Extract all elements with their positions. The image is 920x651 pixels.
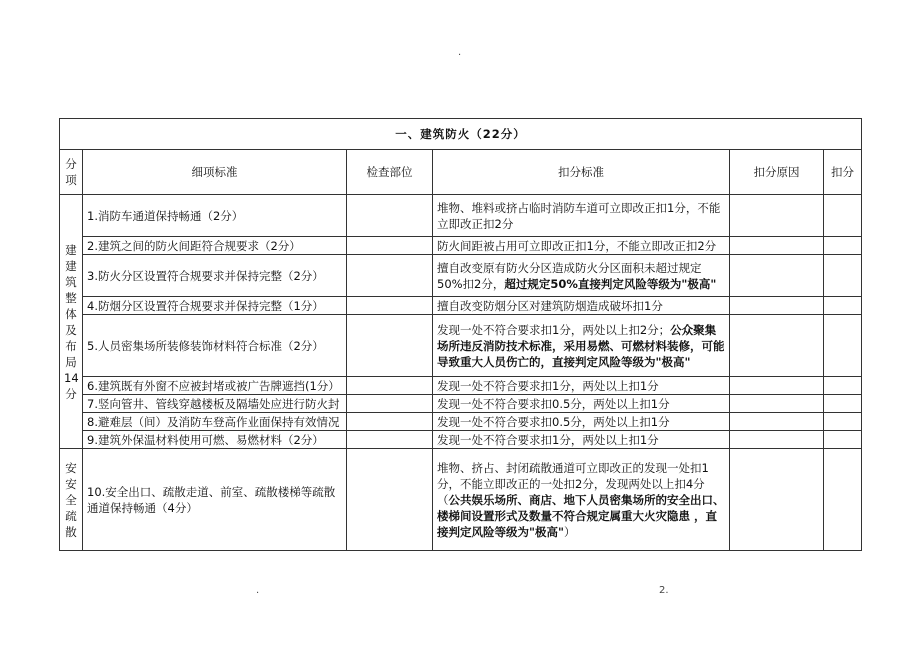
deduction-cell (824, 431, 862, 449)
deduction-cell (824, 413, 862, 431)
header-detail: 细项标准 (83, 150, 347, 195)
reason-cell (730, 413, 824, 431)
standard-cell: 防火间距被占用可立即改正扣1分，不能立即改正扣2分 (433, 237, 730, 255)
location-cell (347, 395, 433, 413)
reason-cell (730, 431, 824, 449)
location-cell (347, 315, 433, 377)
table-row-item: 3.防火分区设置符合规要求并保持完整（2分） (83, 255, 347, 297)
standard-cell: 发现一处不符合要求扣0.5分，两处以上扣1分 (433, 395, 730, 413)
standard-cell: 发现一处不符合要求扣0.5分，两处以上扣1分 (433, 413, 730, 431)
table-row-item: 2.建筑之间的防火间距符合规要求（2分） (83, 237, 347, 255)
standard-cell: 发现一处不符合要求扣1分，两处以上扣1分 (433, 431, 730, 449)
table-row-item: 7.竖向管井、管线穿越楼板及隔墙处应进行防火封 (83, 395, 347, 413)
deduction-cell (824, 315, 862, 377)
deduction-cell (824, 195, 862, 237)
reason-cell (730, 395, 824, 413)
top-dot-mark: . (458, 47, 462, 58)
standard-cell: 发现一处不符合要求扣1分，两处以上扣1分 (433, 377, 730, 395)
table-row-item: 9.建筑外保温材料使用可燃、易燃材料（2分） (83, 431, 347, 449)
table-row-item: 5.人员密集场所装修装饰材料符合标准（2分） (83, 315, 347, 377)
deduction-cell (824, 449, 862, 551)
location-cell (347, 431, 433, 449)
header-reason: 扣分原因 (730, 150, 824, 195)
table-row-item: 10.安全出口、疏散走道、前室、疏散楼梯等疏散通道保持畅通（4分） (83, 449, 347, 551)
standard-cell: 堆物、堆料或挤占临时消防车道可立即改正扣1分，不能立即改正扣2分 (433, 195, 730, 237)
reason-cell (730, 297, 824, 315)
fire-inspection-table (59, 118, 862, 551)
location-cell (347, 449, 433, 551)
deduction-cell (824, 377, 862, 395)
table-row-item: 8.避难层（间）及消防车登高作业面保持有效情况 (83, 413, 347, 431)
standard-cell: 堆物、挤占、封闭疏散通道可立即改正的发现一处扣1分，不能立即改正的一处扣2分，发现两处以上扣4分（公共娱乐场所、商店、地下人员密集场所的安全出口、楼梯间设置形式及数量不符合规定属重大火灾隐患 ，直接判定风险等级为"极高"） (433, 449, 730, 551)
header-standard: 扣分标准 (433, 150, 730, 195)
risk-note: 公众聚集场所违反消防技术标准，采用易燃、可燃材料装修，可能导致重大人员伤亡的，直接判定风险等级为"极高" (437, 322, 725, 369)
header-category: 分项 (60, 150, 83, 195)
deduction-cell (824, 395, 862, 413)
risk-note: 超过规定50%直接判定风险等级为"极高" (504, 276, 717, 291)
location-cell (347, 195, 433, 237)
header-location: 检查部位 (347, 150, 433, 195)
location-cell (347, 377, 433, 395)
table-title: 一、建筑防火（22分） (60, 119, 862, 150)
reason-cell (730, 195, 824, 237)
location-cell (347, 255, 433, 297)
bottom-dot-mark: . (256, 585, 260, 596)
reason-cell (730, 237, 824, 255)
table-row-item: 4.防烟分区设置符合规要求并保持完整（1分） (83, 297, 347, 315)
table-row-item: 6.建筑既有外窗不应被封堵或被广告牌遮挡(1分） (83, 377, 347, 395)
category-building-layout: 建建筑整体及布局14分 (60, 195, 83, 449)
reason-cell (730, 449, 824, 551)
standard-cell: 擅自改变原有防火分区造成防火分区面积未超过规定50%扣2分，超过规定50%直接判定风险等级为"极高" (433, 255, 730, 297)
page-number: 2. (659, 585, 669, 596)
risk-note: 公共娱乐场所、商店、地下人员密集场所的安全出口、楼梯间设置形式及数量不符合规定属重大火灾隐患 ，直接判定风险等级为"极高" (437, 492, 725, 539)
standard-cell: 发现一处不符合要求扣1分，两处以上扣2分；公众聚集场所违反消防技术标准，采用易燃、可燃材料装修，可能导致重大人员伤亡的，直接判定风险等级为"极高" (433, 315, 730, 377)
table-row-item: 1.消防车通道保持畅通（2分） (83, 195, 347, 237)
reason-cell (730, 255, 824, 297)
header-deduction: 扣分 (824, 150, 862, 195)
deduction-cell (824, 297, 862, 315)
category-safe-evacuation: 安安全疏散 (60, 449, 83, 551)
location-cell (347, 237, 433, 255)
location-cell (347, 413, 433, 431)
deduction-cell (824, 237, 862, 255)
reason-cell (730, 377, 824, 395)
deduction-cell (824, 255, 862, 297)
reason-cell (730, 315, 824, 377)
location-cell (347, 297, 433, 315)
standard-cell: 擅自改变防烟分区对建筑防烟造成破坏扣1分 (433, 297, 730, 315)
